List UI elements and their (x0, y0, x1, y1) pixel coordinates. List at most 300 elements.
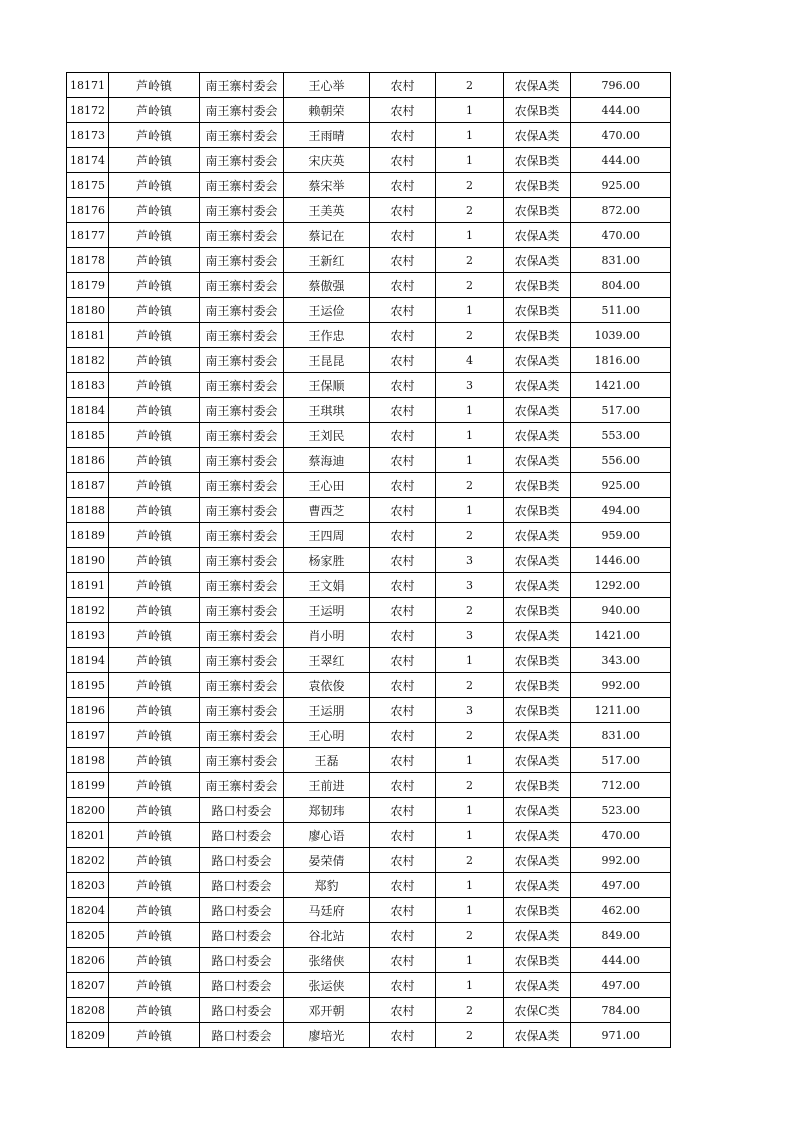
name-cell: 王磊 (284, 748, 370, 773)
member-count-cell: 2 (436, 523, 504, 548)
table-row (67, 273, 671, 298)
serial-number-cell: 18185 (67, 423, 109, 448)
township-cell: 芦岭镇 (109, 923, 200, 948)
township-cell: 芦岭镇 (109, 348, 200, 373)
table-row (67, 798, 671, 823)
amount-cell: 470.00 (571, 223, 671, 248)
serial-number-cell: 18192 (67, 598, 109, 623)
township-cell: 芦岭镇 (109, 1023, 200, 1048)
table-row (67, 98, 671, 123)
township-cell: 芦岭镇 (109, 873, 200, 898)
household-type-cell: 农村 (370, 723, 436, 748)
insurance-category-cell: 农保B类 (504, 273, 571, 298)
name-cell: 廖培光 (284, 1023, 370, 1048)
name-cell: 邓开朝 (284, 998, 370, 1023)
name-cell: 郑豹 (284, 873, 370, 898)
table-row (67, 73, 671, 98)
insurance-category-cell: 农保B类 (504, 98, 571, 123)
serial-number-cell: 18194 (67, 648, 109, 673)
member-count-cell: 1 (436, 298, 504, 323)
household-type-cell: 农村 (370, 348, 436, 373)
name-cell: 肖小明 (284, 623, 370, 648)
table-row (67, 348, 671, 373)
member-count-cell: 2 (436, 848, 504, 873)
township-cell: 芦岭镇 (109, 148, 200, 173)
insurance-category-cell: 农保A类 (504, 823, 571, 848)
insurance-category-cell: 农保A类 (504, 1023, 571, 1048)
table-row (67, 948, 671, 973)
village-committee-cell: 南王寨村委会 (200, 748, 284, 773)
household-type-cell: 农村 (370, 173, 436, 198)
serial-number-cell: 18172 (67, 98, 109, 123)
member-count-cell: 1 (436, 98, 504, 123)
village-committee-cell: 南王寨村委会 (200, 498, 284, 523)
household-type-cell: 农村 (370, 548, 436, 573)
village-committee-cell: 南王寨村委会 (200, 223, 284, 248)
village-committee-cell: 南王寨村委会 (200, 573, 284, 598)
village-committee-cell: 南王寨村委会 (200, 648, 284, 673)
insurance-category-cell: 农保C类 (504, 998, 571, 1023)
member-count-cell: 3 (436, 623, 504, 648)
insurance-category-cell: 农保A类 (504, 573, 571, 598)
member-count-cell: 2 (436, 598, 504, 623)
table-row (67, 148, 671, 173)
amount-cell: 804.00 (571, 273, 671, 298)
insurance-category-cell: 农保A类 (504, 723, 571, 748)
township-cell: 芦岭镇 (109, 698, 200, 723)
serial-number-cell: 18181 (67, 323, 109, 348)
member-count-cell: 3 (436, 698, 504, 723)
name-cell: 王运明 (284, 598, 370, 623)
member-count-cell: 2 (436, 773, 504, 798)
amount-cell: 1421.00 (571, 373, 671, 398)
township-cell: 芦岭镇 (109, 798, 200, 823)
table-row (67, 573, 671, 598)
member-count-cell: 1 (436, 423, 504, 448)
village-committee-cell: 南王寨村委会 (200, 723, 284, 748)
serial-number-cell: 18209 (67, 1023, 109, 1048)
serial-number-cell: 18189 (67, 523, 109, 548)
insurance-category-cell: 农保A类 (504, 798, 571, 823)
village-committee-cell: 南王寨村委会 (200, 598, 284, 623)
insurance-category-cell: 农保A类 (504, 348, 571, 373)
serial-number-cell: 18178 (67, 248, 109, 273)
table-row (67, 473, 671, 498)
member-count-cell: 2 (436, 248, 504, 273)
name-cell: 王作忠 (284, 323, 370, 348)
member-count-cell: 1 (436, 948, 504, 973)
village-committee-cell: 南王寨村委会 (200, 423, 284, 448)
amount-cell: 517.00 (571, 398, 671, 423)
table-row (67, 698, 671, 723)
insurance-category-cell: 农保A类 (504, 873, 571, 898)
member-count-cell: 3 (436, 573, 504, 598)
serial-number-cell: 18191 (67, 573, 109, 598)
household-type-cell: 农村 (370, 648, 436, 673)
insurance-category-cell: 农保B类 (504, 948, 571, 973)
household-type-cell: 农村 (370, 298, 436, 323)
serial-number-cell: 18198 (67, 748, 109, 773)
village-committee-cell: 南王寨村委会 (200, 773, 284, 798)
member-count-cell: 2 (436, 273, 504, 298)
household-type-cell: 农村 (370, 823, 436, 848)
village-committee-cell: 南王寨村委会 (200, 398, 284, 423)
table-row (67, 1023, 671, 1048)
insurance-category-cell: 农保A类 (504, 973, 571, 998)
amount-cell: 1292.00 (571, 573, 671, 598)
village-committee-cell: 南王寨村委会 (200, 698, 284, 723)
table-row (67, 198, 671, 223)
amount-cell: 971.00 (571, 1023, 671, 1048)
household-type-cell: 农村 (370, 398, 436, 423)
insurance-category-cell: 农保A类 (504, 548, 571, 573)
name-cell: 宋庆英 (284, 148, 370, 173)
insurance-category-cell: 农保A类 (504, 748, 571, 773)
table-row (67, 898, 671, 923)
household-type-cell: 农村 (370, 623, 436, 648)
household-type-cell: 农村 (370, 523, 436, 548)
township-cell: 芦岭镇 (109, 223, 200, 248)
amount-cell: 940.00 (571, 598, 671, 623)
household-type-cell: 农村 (370, 273, 436, 298)
table-row (67, 598, 671, 623)
township-cell: 芦岭镇 (109, 173, 200, 198)
serial-number-cell: 18183 (67, 373, 109, 398)
member-count-cell: 2 (436, 673, 504, 698)
household-type-cell: 农村 (370, 923, 436, 948)
serial-number-cell: 18208 (67, 998, 109, 1023)
household-type-cell: 农村 (370, 473, 436, 498)
table-row (67, 923, 671, 948)
member-count-cell: 1 (436, 648, 504, 673)
table-row (67, 548, 671, 573)
amount-cell: 343.00 (571, 648, 671, 673)
township-cell: 芦岭镇 (109, 848, 200, 873)
name-cell: 王雨晴 (284, 123, 370, 148)
household-type-cell: 农村 (370, 898, 436, 923)
table-row (67, 748, 671, 773)
member-count-cell: 1 (436, 898, 504, 923)
member-count-cell: 3 (436, 373, 504, 398)
village-committee-cell: 南王寨村委会 (200, 373, 284, 398)
insurance-category-cell: 农保A类 (504, 448, 571, 473)
serial-number-cell: 18186 (67, 448, 109, 473)
township-cell: 芦岭镇 (109, 198, 200, 223)
table-row (67, 123, 671, 148)
member-count-cell: 1 (436, 748, 504, 773)
village-committee-cell: 路口村委会 (200, 898, 284, 923)
name-cell: 王新红 (284, 248, 370, 273)
household-type-cell: 农村 (370, 773, 436, 798)
amount-cell: 523.00 (571, 798, 671, 823)
household-type-cell: 农村 (370, 148, 436, 173)
amount-cell: 784.00 (571, 998, 671, 1023)
village-committee-cell: 南王寨村委会 (200, 523, 284, 548)
township-cell: 芦岭镇 (109, 248, 200, 273)
serial-number-cell: 18207 (67, 973, 109, 998)
township-cell: 芦岭镇 (109, 898, 200, 923)
table-row (67, 323, 671, 348)
village-committee-cell: 路口村委会 (200, 998, 284, 1023)
amount-cell: 959.00 (571, 523, 671, 548)
name-cell: 袁依俊 (284, 673, 370, 698)
name-cell: 蔡傲强 (284, 273, 370, 298)
amount-cell: 470.00 (571, 123, 671, 148)
township-cell: 芦岭镇 (109, 623, 200, 648)
amount-cell: 872.00 (571, 198, 671, 223)
village-committee-cell: 南王寨村委会 (200, 248, 284, 273)
village-committee-cell: 南王寨村委会 (200, 123, 284, 148)
township-cell: 芦岭镇 (109, 823, 200, 848)
name-cell: 廖心语 (284, 823, 370, 848)
village-committee-cell: 南王寨村委会 (200, 623, 284, 648)
table-row (67, 823, 671, 848)
household-type-cell: 农村 (370, 948, 436, 973)
household-type-cell: 农村 (370, 73, 436, 98)
table-row (67, 673, 671, 698)
insurance-category-cell: 农保A类 (504, 223, 571, 248)
member-count-cell: 1 (436, 823, 504, 848)
township-cell: 芦岭镇 (109, 948, 200, 973)
table-row (67, 223, 671, 248)
member-count-cell: 2 (436, 1023, 504, 1048)
member-count-cell: 2 (436, 73, 504, 98)
village-committee-cell: 路口村委会 (200, 973, 284, 998)
amount-cell: 511.00 (571, 298, 671, 323)
household-type-cell: 农村 (370, 573, 436, 598)
serial-number-cell: 18203 (67, 873, 109, 898)
serial-number-cell: 18202 (67, 848, 109, 873)
member-count-cell: 1 (436, 873, 504, 898)
insurance-category-cell: 农保A类 (504, 523, 571, 548)
member-count-cell: 1 (436, 123, 504, 148)
household-type-cell: 农村 (370, 323, 436, 348)
village-committee-cell: 南王寨村委会 (200, 348, 284, 373)
name-cell: 郑韧玮 (284, 798, 370, 823)
amount-cell: 849.00 (571, 923, 671, 948)
household-type-cell: 农村 (370, 248, 436, 273)
serial-number-cell: 18173 (67, 123, 109, 148)
table-row (67, 173, 671, 198)
serial-number-cell: 18195 (67, 673, 109, 698)
village-committee-cell: 南王寨村委会 (200, 173, 284, 198)
township-cell: 芦岭镇 (109, 548, 200, 573)
amount-cell: 1446.00 (571, 548, 671, 573)
household-type-cell: 农村 (370, 673, 436, 698)
table-row (67, 623, 671, 648)
name-cell: 杨家胜 (284, 548, 370, 573)
household-type-cell: 农村 (370, 1023, 436, 1048)
household-type-cell: 农村 (370, 198, 436, 223)
township-cell: 芦岭镇 (109, 998, 200, 1023)
serial-number-cell: 18199 (67, 773, 109, 798)
township-cell: 芦岭镇 (109, 598, 200, 623)
table-row (67, 773, 671, 798)
name-cell: 王四周 (284, 523, 370, 548)
member-count-cell: 1 (436, 448, 504, 473)
name-cell: 王刘民 (284, 423, 370, 448)
name-cell: 赖朝荣 (284, 98, 370, 123)
table-row (67, 998, 671, 1023)
name-cell: 蔡记在 (284, 223, 370, 248)
insurance-category-cell: 农保B类 (504, 473, 571, 498)
table-row (67, 648, 671, 673)
insurance-category-cell: 农保A类 (504, 423, 571, 448)
insurance-category-cell: 农保B类 (504, 773, 571, 798)
household-type-cell: 农村 (370, 373, 436, 398)
amount-cell: 556.00 (571, 448, 671, 473)
village-committee-cell: 南王寨村委会 (200, 323, 284, 348)
township-cell: 芦岭镇 (109, 748, 200, 773)
insurance-category-cell: 农保B类 (504, 298, 571, 323)
name-cell: 谷北站 (284, 923, 370, 948)
name-cell: 王心田 (284, 473, 370, 498)
household-type-cell: 农村 (370, 423, 436, 448)
township-cell: 芦岭镇 (109, 73, 200, 98)
village-committee-cell: 路口村委会 (200, 948, 284, 973)
village-committee-cell: 南王寨村委会 (200, 473, 284, 498)
insurance-category-cell: 农保A类 (504, 923, 571, 948)
name-cell: 晏荣倩 (284, 848, 370, 873)
amount-cell: 1211.00 (571, 698, 671, 723)
township-cell: 芦岭镇 (109, 323, 200, 348)
amount-cell: 1421.00 (571, 623, 671, 648)
name-cell: 王美英 (284, 198, 370, 223)
household-type-cell: 农村 (370, 98, 436, 123)
township-cell: 芦岭镇 (109, 373, 200, 398)
village-committee-cell: 南王寨村委会 (200, 198, 284, 223)
village-committee-cell: 南王寨村委会 (200, 448, 284, 473)
township-cell: 芦岭镇 (109, 98, 200, 123)
household-type-cell: 农村 (370, 698, 436, 723)
name-cell: 王文娟 (284, 573, 370, 598)
amount-cell: 1039.00 (571, 323, 671, 348)
amount-cell: 712.00 (571, 773, 671, 798)
table-row (67, 973, 671, 998)
village-committee-cell: 南王寨村委会 (200, 98, 284, 123)
township-cell: 芦岭镇 (109, 123, 200, 148)
member-count-cell: 1 (436, 498, 504, 523)
name-cell: 张绪侠 (284, 948, 370, 973)
serial-number-cell: 18206 (67, 948, 109, 973)
table-row (67, 498, 671, 523)
name-cell: 王心明 (284, 723, 370, 748)
amount-cell: 444.00 (571, 148, 671, 173)
household-type-cell: 农村 (370, 223, 436, 248)
insurance-category-cell: 农保A类 (504, 623, 571, 648)
village-committee-cell: 路口村委会 (200, 798, 284, 823)
table-row (67, 848, 671, 873)
amount-cell: 1816.00 (571, 348, 671, 373)
amount-cell: 553.00 (571, 423, 671, 448)
village-committee-cell: 路口村委会 (200, 923, 284, 948)
township-cell: 芦岭镇 (109, 973, 200, 998)
serial-number-cell: 18205 (67, 923, 109, 948)
serial-number-cell: 18190 (67, 548, 109, 573)
amount-cell: 497.00 (571, 973, 671, 998)
amount-cell: 517.00 (571, 748, 671, 773)
amount-cell: 831.00 (571, 723, 671, 748)
table-row (67, 523, 671, 548)
serial-number-cell: 18182 (67, 348, 109, 373)
member-count-cell: 2 (436, 198, 504, 223)
name-cell: 张运侠 (284, 973, 370, 998)
table-row (67, 298, 671, 323)
name-cell: 王琪琪 (284, 398, 370, 423)
household-type-cell: 农村 (370, 498, 436, 523)
member-count-cell: 1 (436, 398, 504, 423)
amount-cell: 494.00 (571, 498, 671, 523)
serial-number-cell: 18176 (67, 198, 109, 223)
insurance-category-cell: 农保B类 (504, 498, 571, 523)
serial-number-cell: 18175 (67, 173, 109, 198)
amount-cell: 925.00 (571, 173, 671, 198)
insurance-category-cell: 农保B类 (504, 198, 571, 223)
table-row (67, 723, 671, 748)
serial-number-cell: 18187 (67, 473, 109, 498)
name-cell: 马廷府 (284, 898, 370, 923)
household-type-cell: 农村 (370, 598, 436, 623)
household-type-cell: 农村 (370, 873, 436, 898)
member-count-cell: 1 (436, 798, 504, 823)
member-count-cell: 2 (436, 923, 504, 948)
village-committee-cell: 南王寨村委会 (200, 273, 284, 298)
member-count-cell: 1 (436, 148, 504, 173)
amount-cell: 831.00 (571, 248, 671, 273)
township-cell: 芦岭镇 (109, 473, 200, 498)
table-row (67, 398, 671, 423)
village-committee-cell: 南王寨村委会 (200, 673, 284, 698)
township-cell: 芦岭镇 (109, 273, 200, 298)
village-committee-cell: 路口村委会 (200, 1023, 284, 1048)
serial-number-cell: 18197 (67, 723, 109, 748)
member-count-cell: 1 (436, 223, 504, 248)
insurance-category-cell: 农保B类 (504, 173, 571, 198)
serial-number-cell: 18174 (67, 148, 109, 173)
amount-cell: 444.00 (571, 948, 671, 973)
serial-number-cell: 18177 (67, 223, 109, 248)
village-committee-cell: 南王寨村委会 (200, 548, 284, 573)
amount-cell: 444.00 (571, 98, 671, 123)
insurance-category-cell: 农保B类 (504, 323, 571, 348)
serial-number-cell: 18193 (67, 623, 109, 648)
name-cell: 王运俭 (284, 298, 370, 323)
village-committee-cell: 路口村委会 (200, 873, 284, 898)
household-type-cell: 农村 (370, 448, 436, 473)
household-type-cell: 农村 (370, 123, 436, 148)
table-row (67, 873, 671, 898)
insurance-category-cell: 农保A类 (504, 373, 571, 398)
village-committee-cell: 南王寨村委会 (200, 73, 284, 98)
household-type-cell: 农村 (370, 973, 436, 998)
table-row (67, 448, 671, 473)
household-type-cell: 农村 (370, 798, 436, 823)
serial-number-cell: 18188 (67, 498, 109, 523)
name-cell: 王心举 (284, 73, 370, 98)
member-count-cell: 3 (436, 548, 504, 573)
name-cell: 蔡海迪 (284, 448, 370, 473)
insurance-category-cell: 农保B类 (504, 898, 571, 923)
village-committee-cell: 南王寨村委会 (200, 298, 284, 323)
welfare-roster-table (66, 72, 671, 1048)
table-row (67, 423, 671, 448)
insurance-category-cell: 农保A类 (504, 123, 571, 148)
village-committee-cell: 南王寨村委会 (200, 148, 284, 173)
amount-cell: 470.00 (571, 823, 671, 848)
serial-number-cell: 18184 (67, 398, 109, 423)
serial-number-cell: 18179 (67, 273, 109, 298)
township-cell: 芦岭镇 (109, 398, 200, 423)
